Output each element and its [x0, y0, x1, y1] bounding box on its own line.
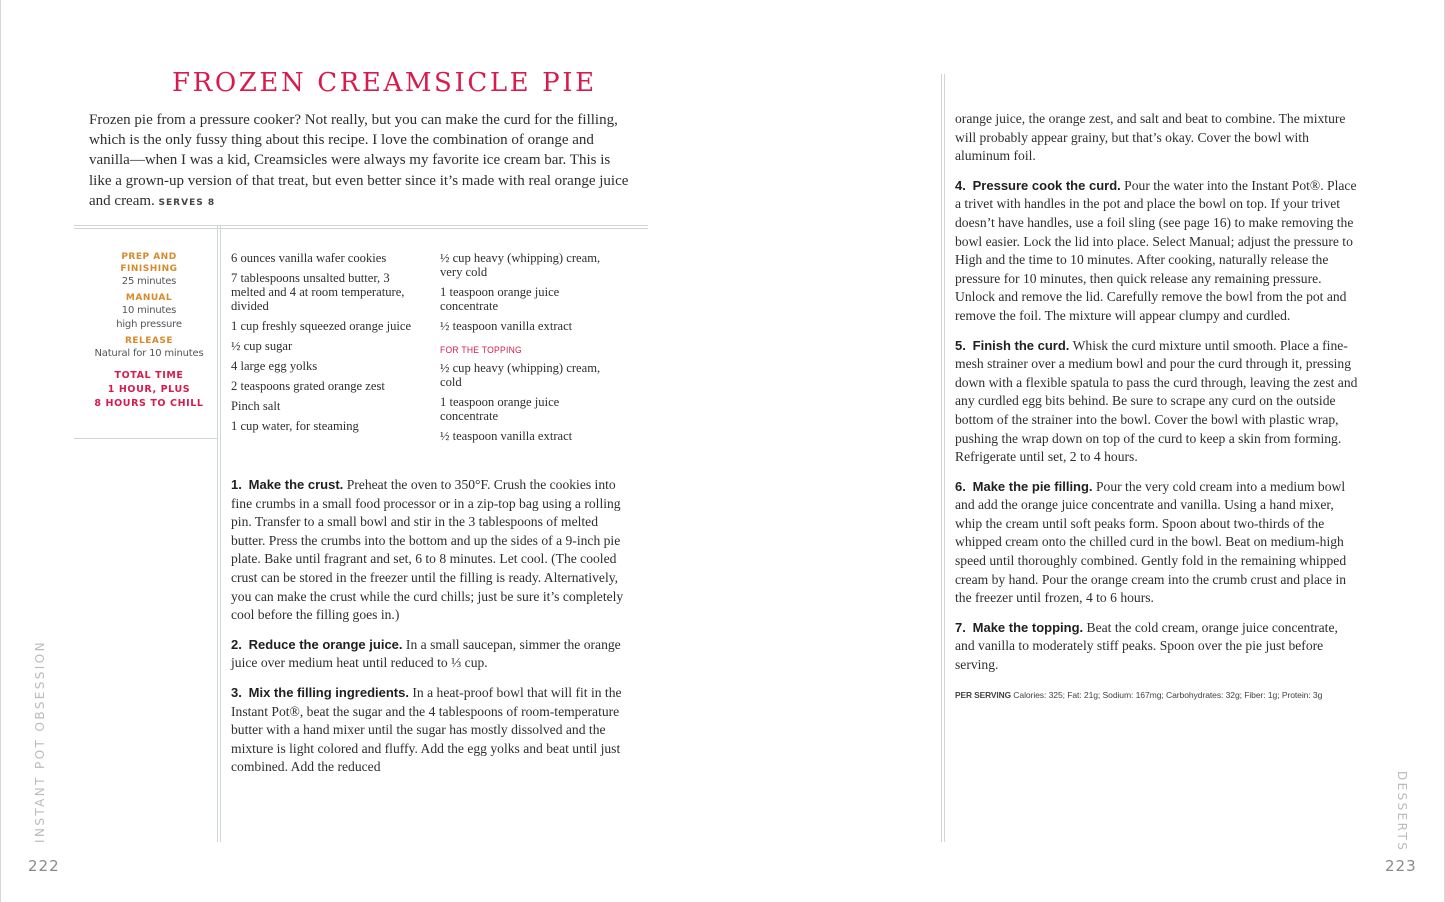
manual-time: 10 minutes: [121, 305, 177, 316]
intro-text: Frozen pie from a pressure cooker? Not really, but you can make the curd for the filling, which is the only fussy thing about this recipe. I love the combination of orange and vanilla—when I was a kid, Creamsicles were always my favorite ice cream bar. This is like a grown-up version of that treat, but even better since it’s made with real orange juice and cream.: [89, 112, 629, 209]
ingredient-item: ½ teaspoon vanilla extract: [440, 429, 573, 443]
nutrition-info: [955, 686, 1359, 705]
total-time-label: TOTAL TIME: [114, 370, 184, 381]
running-head-left: INSTANT POT OBSESSION: [33, 640, 47, 843]
step-heading: Make the crust.: [248, 477, 344, 492]
step-6: [955, 478, 1359, 608]
step-number: 3.: [231, 684, 242, 700]
ingredient-item: Pinch salt: [231, 399, 281, 413]
step-text: Preheat the oven to 350°F. Crush the cookies into fine crumbs in a small food processor or in a zip-top bag using a rolling pin. Transfer to a small bowl and stir in the 3 tablespoons of melted butter. Press the crumbs into the bottom and up the sides of a 9-inch pie plate. Bake until fragrant and set, 6 to 8 minutes. Let cool. (The cooled crust can be stored in the freezer until the filling is ready. Alternatively, you can make the crust while the curd chills; just be sure it’s completely cool before the filling goes in.): [231, 477, 624, 623]
gutter-line: [941, 74, 942, 842]
total-time-2: 8 HOURS TO CHILL: [94, 398, 204, 409]
recipe-title: FROZEN CREAMSICLE PIE: [172, 68, 597, 98]
ingredient-item: 4 large egg yolks: [231, 359, 318, 373]
step-7: [955, 619, 1359, 675]
divider-top-2: [74, 228, 648, 229]
ingredients-col-1: [231, 251, 421, 439]
serves-label: SERVES 8: [158, 197, 216, 208]
steps-right: [955, 110, 1359, 704]
ingredient-item: 6 ounces vanilla wafer cookies: [231, 251, 387, 265]
ingredients-col-2: [440, 251, 605, 449]
total-time-1: 1 HOUR, PLUS: [107, 384, 191, 395]
gutter-line-2: [944, 74, 945, 842]
step-text: Pour the water into the Instant Pot®. Place a trivet with handles in the pot and place the bowl on top. If your trivet doesn’t have handles, use a foil sling (see page 16) to make removing the bowl easier. Lock the lid into place. Select Manual; adjust the pressure to High and the time to 10 minutes. After cooking, naturally release the pressure for 10 minutes, then quick release any remaining pressure. Unlock and remove the lid. Carefully remove the bowl from the pot and remove the foil. The mixture will appear clumpy and curdled.: [955, 177, 1357, 323]
ingredient-item: ½ cup heavy (whipping) cream, cold: [440, 361, 601, 389]
step-5: [955, 337, 1359, 467]
ingredient-item: 1 teaspoon orange juice concentrate: [440, 395, 560, 423]
step-3-continued: orange juice, the orange zest, and salt and beat to combine. The mixture will probably appear grainy, but that’s okay. Cover the bowl with aluminum foil.: [955, 111, 1346, 164]
ingredient-item: 1 cup water, for steaming: [231, 419, 359, 433]
prep-label-2: FINISHING: [120, 264, 178, 274]
ingredient-item: ½ cup heavy (whipping) cream, very cold: [440, 251, 601, 279]
ingredient-item: 1 teaspoon orange juice concentrate: [440, 285, 560, 313]
step-text: Whisk the curd mixture until smooth. Place a fine-mesh strainer over a medium bowl and pour the curd through it, pressing down with a flexible spatula to pass the curd through, leaving the zest and any curdled egg bits behind. Be sure to scrape any curd on the outside bottom of the strainer into the bowl. Cover the bowl with plastic wrap, pushing the wrap down on top of the curd to keep a skin from forming. Refrigerate until set, 2 to 4 hours.: [955, 337, 1358, 465]
nutrition-text: Calories: 325; Fat: 21g; Sodium: 167mg; Carbohydrates: 32g; Fiber: 1g; Protein: 3g: [1011, 689, 1323, 700]
step-text: In a heat-proof bowl that will fit in the Instant Pot®, beat the sugar and the 4 tablespoons of room-temperature butter with a hand mixer until the sugar has mostly dissolved and the mixture is light colored and fluffy. Add the egg yolks and beat until just combined. Add the reduced: [231, 684, 622, 775]
running-head-right: DESSERTS: [1395, 771, 1409, 853]
step-3: [231, 684, 635, 777]
meta-column-divider: [217, 225, 218, 842]
step-number: 7.: [955, 619, 966, 635]
step-heading: Reduce the orange juice.: [248, 636, 403, 652]
ingredient-item: 7 tablespoons unsalted butter, 3 melted and 4 at room temperature, divided: [231, 271, 405, 313]
step-text: Pour the very cold cream into a medium bowl and add the orange juice concentrate and vanilla. Using a hand mixer, whip the cream until soft peaks form. Spoon about two-thirds of the whipped cream onto the chilled curd in the bowl. Beat on medium-high speed until thoroughly combined. Gently fold in the remaining whipped cream by hand. Pour the orange cream into the crumb crust and place in the freezer until frozen, 4 to 6 hours.: [955, 478, 1347, 606]
step-number: 2.: [231, 636, 242, 652]
step-text: Beat the cold cream, orange juice concentrate, and vanilla to moderately stiff peaks. Spoon over the pie just before serving.: [955, 619, 1338, 673]
release-value: Natural for 10 minutes: [94, 348, 204, 359]
step-number: 5.: [955, 337, 966, 353]
step-text: In a small saucepan, simmer the orange juice over medium heat until reduced to ⅓ cup.: [231, 636, 621, 671]
step-2: [231, 636, 635, 673]
step-heading: Finish the curd.: [972, 337, 1070, 353]
step-number: 1.: [231, 477, 242, 492]
page-number-left: 222: [28, 857, 60, 875]
nutrition-label: PER SERVING: [955, 689, 1011, 700]
manual-label: MANUAL: [125, 293, 173, 303]
step-heading: Make the pie filling.: [972, 478, 1093, 494]
step-number: 4.: [955, 177, 966, 193]
topping-heading: FOR THE TOPPING: [440, 345, 522, 356]
step-heading: Make the topping.: [972, 619, 1084, 635]
steps-left: [231, 476, 635, 788]
manual-value: [84, 304, 214, 332]
recipe-meta: [84, 251, 214, 411]
divider-top: [74, 225, 648, 226]
ingredient-item: ½ teaspoon vanilla extract: [440, 319, 573, 333]
meta-column-divider-2: [220, 225, 221, 842]
step-heading: Pressure cook the curd.: [972, 177, 1121, 193]
release-label: RELEASE: [124, 336, 174, 346]
step-1: [231, 476, 635, 625]
ingredient-item: ½ cup sugar: [231, 339, 293, 353]
manual-pressure: high pressure: [116, 319, 182, 330]
prep-value: 25 minutes: [121, 276, 177, 287]
ingredient-item: 2 teaspoons grated orange zest: [231, 379, 385, 393]
meta-bottom-rule: [74, 438, 217, 439]
page-number-right: 223: [1385, 857, 1417, 875]
recipe-intro: [89, 110, 635, 213]
step-number: 6.: [955, 478, 966, 494]
ingredient-item: 1 cup freshly squeezed orange juice: [231, 319, 412, 333]
step-heading: Mix the filling ingredients.: [248, 684, 409, 700]
left-page-edge: [0, 0, 1, 902]
step-4: [955, 177, 1359, 326]
prep-label-1: PREP AND: [121, 252, 177, 262]
